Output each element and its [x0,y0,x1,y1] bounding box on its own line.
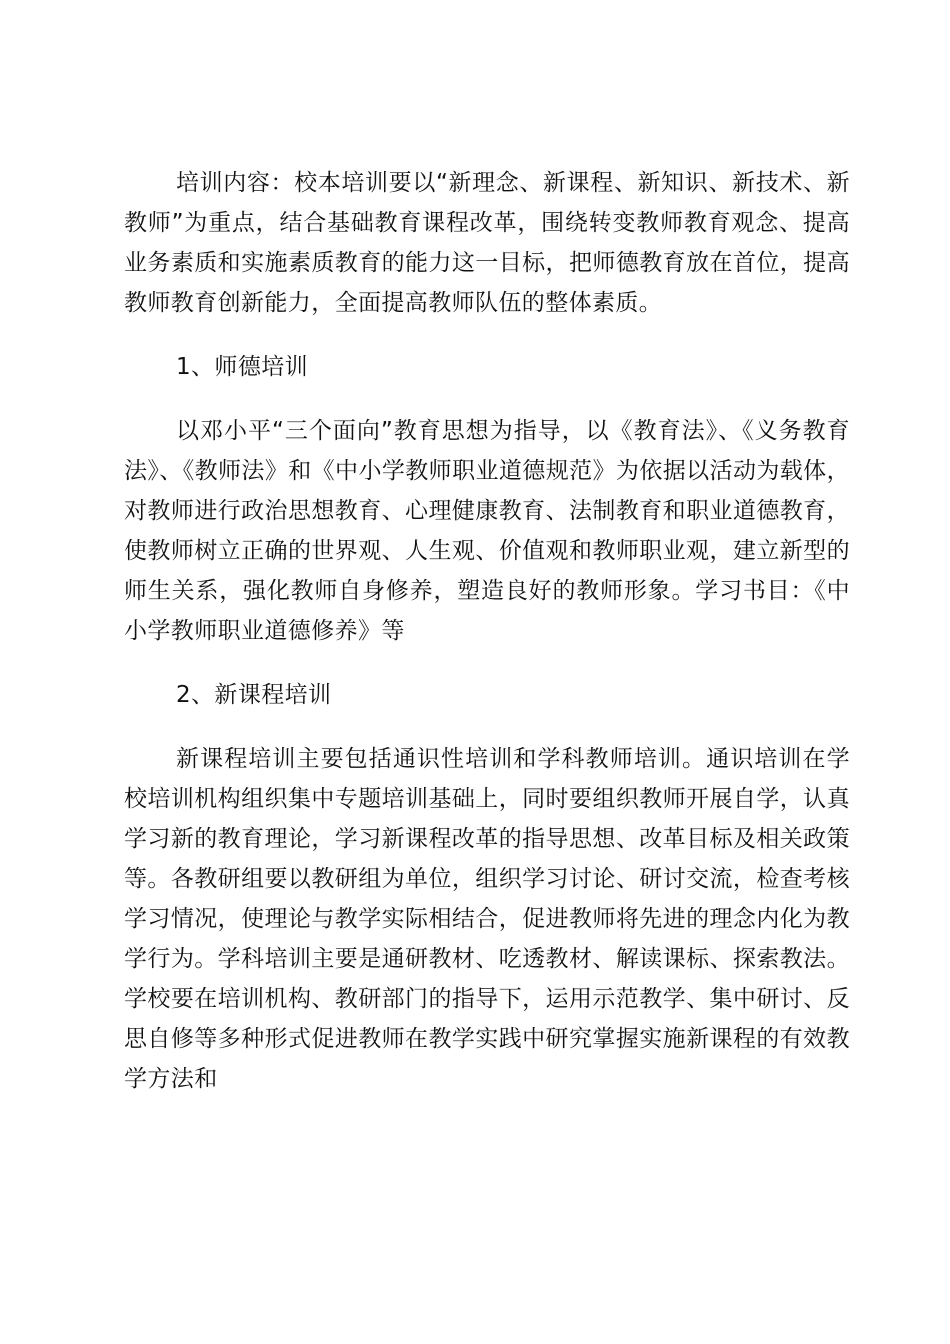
paragraph-ethics-training: 以邓小平“三个面向”教育思想为指导，以《教育法》、《义务教育法》、《教师法》和《中小学教师职业道德规范》为依据以活动为载体，对教师进行政治思想教育、心理健康教育、法制教育和职业道德教育，使教师树立正确的世界观、人生观、价值观和教师职业观，建立新型的师生关系，强化教师自身修养，塑造良好的教师形象。学习书目：《中小学教师职业道德修养》等 [124,418,850,644]
paragraph-training-content: 培训内容：校本培训要以“新理念、新课程、新知识、新技术、新教师”为重点，结合基础教育课程改革，围绕转变教师教育观念、提高业务素质和实施素质教育的能力这一目标，把师德教育放在首位，提高教师教育创新能力，全面提高教师队伍的整体素质。 [124,170,850,316]
document-body [124,163,850,1123]
section-heading-ethics-training: 1、师德培训 [176,354,309,380]
paragraph-new-curriculum-training: 新课程培训主要包括通识性培训和学科教师培训。通识培训在学校培训机构组织集中专题培训基础上，同时要组织教师开展自学，认真学习新的教育理论，学习新课程改革的指导思想、改革目标及相关政策等。各教研组要以教研组为单位，组织学习讨论、研讨交流，检查考核学习情况，使理论与教学实际相结合，促进教师将先进的理念内化为教学行为。学科培训主要是通研教材、吃透教材、解读课标、探索教法。学校要在培训机构、教研部门的指导下，运用示范教学、集中研讨、反思自修等多种形式促进教师在教学实践中研究掌握实施新课程的有效教学方法和 [124,746,850,1092]
section-heading-new-curriculum-training: 2、新课程培训 [176,682,332,708]
